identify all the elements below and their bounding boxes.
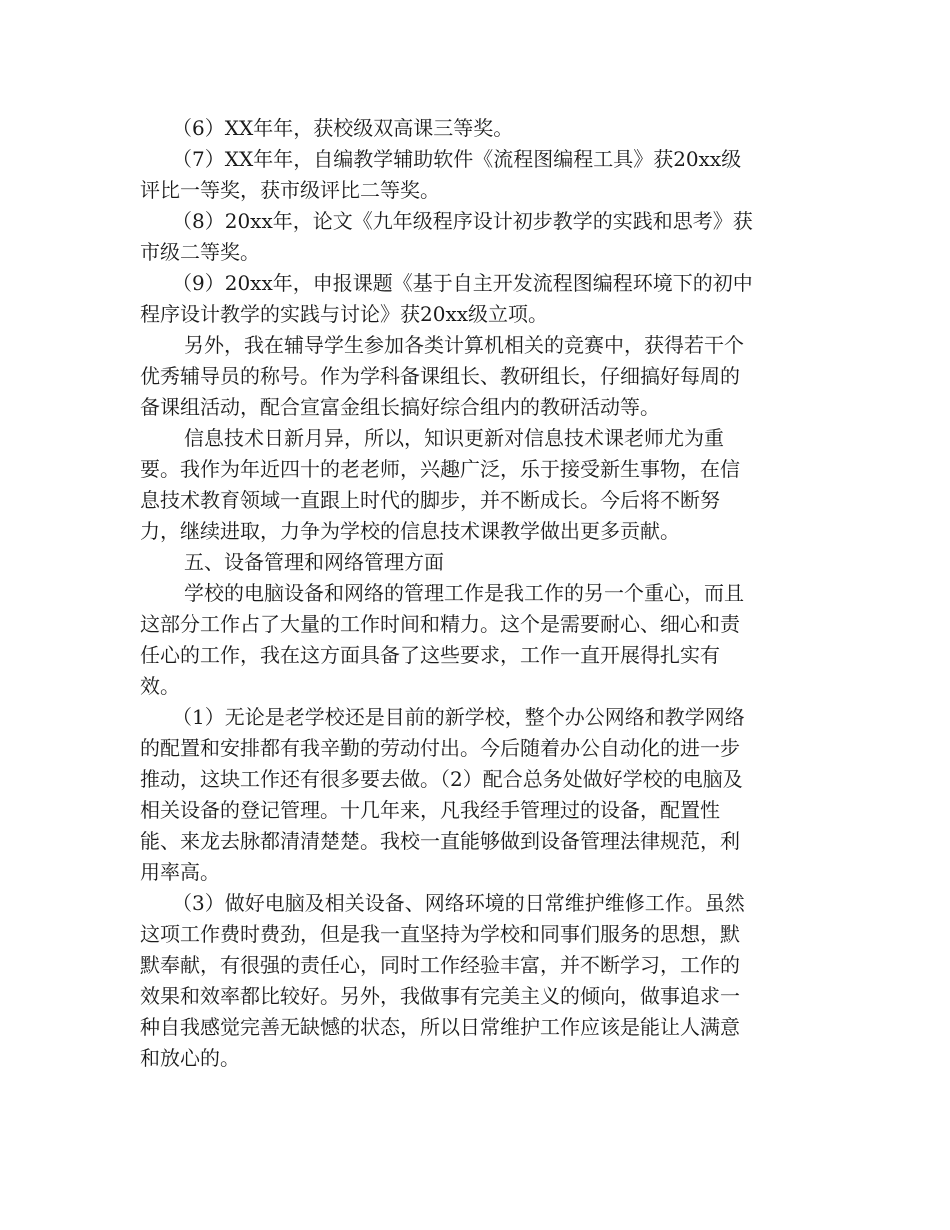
text-line: 效果和效率都比较好。另外，我做事有完美主义的倾向，做事追求一 xyxy=(140,984,740,1008)
text-line: 备课组活动，配合宣富金组长搞好综合组内的教研活动等。 xyxy=(140,395,660,419)
text-line: 市级二等奖。 xyxy=(140,240,260,264)
text-line: 程序设计教学的实践与讨论》获20xx级立项。 xyxy=(140,302,549,326)
text-line: 的配置和安排都有我辛勤的劳动付出。今后随着办公自动化的进一步 xyxy=(140,736,740,760)
text-line: 要。我作为年近四十的老老师，兴趣广泛，乐于接受新生事物，在信 xyxy=(140,457,740,481)
text-line: 用率高。 xyxy=(140,860,220,884)
text-line: 推动，这块工作还有很多要去做。（2）配合总务处做好学校的电脑及 xyxy=(140,767,743,791)
text-line: 相关设备的登记管理。十几年来，凡我经手管理过的设备，配置性 xyxy=(140,798,720,822)
text-line: 优秀辅导员的称号。作为学科备课组长、教研组长，仔细搞好每周的 xyxy=(140,364,740,388)
text-line: 和放心的。 xyxy=(140,1046,240,1070)
text-line: （6）XX年年，获校级双高课三等奖。 xyxy=(172,116,514,140)
section-heading: 五、设备管理和网络管理方面 xyxy=(184,550,444,574)
text-line: （8）20xx年，论文《九年级程序设计初步教学的实践和思考》获 xyxy=(172,209,753,233)
text-line: （9）20xx年，申报课题《基于自主开发流程图编程环境下的初中 xyxy=(172,271,753,295)
text-line: 评比一等奖，获市级评比二等奖。 xyxy=(140,178,440,202)
text-line: （7）XX年年，自编教学辅助软件《流程图编程工具》获20xx级 xyxy=(172,147,742,171)
text-line: 默奉献，有很强的责任心，同时工作经验丰富，并不断学习，工作的 xyxy=(140,953,740,977)
text-line: 这部分工作占了大量的工作时间和精力。这个是需要耐心、细心和责 xyxy=(140,612,740,636)
text-line: 力，继续进取，力争为学校的信息技术课教学做出更多贡献。 xyxy=(140,519,680,543)
text-line: 学校的电脑设备和网络的管理工作是我工作的另一个重心，而且 xyxy=(184,581,744,605)
text-line: 效。 xyxy=(140,674,180,698)
text-line: 能、来龙去脉都清清楚楚。我校一直能够做到设备管理法律规范，利 xyxy=(140,829,740,853)
text-line: 任心的工作，我在这方面具备了这些要求，工作一直开展得扎实有 xyxy=(140,643,720,667)
text-line: 信息技术日新月异，所以，知识更新对信息技术课老师尤为重 xyxy=(184,426,724,450)
text-line: 息技术教育领域一直跟上时代的脚步，并不断成长。今后将不断努 xyxy=(140,488,720,512)
text-line: 这项工作费时费劲，但是我一直坚持为学校和同事们服务的思想，默 xyxy=(140,922,740,946)
text-line: （3）做好电脑及相关设备、网络环境的日常维护维修工作。虽然 xyxy=(172,891,745,915)
text-line: （1）无论是老学校还是目前的新学校，整个办公网络和教学网络 xyxy=(172,705,745,729)
text-line: 另外，我在辅导学生参加各类计算机相关的竞赛中，获得若干个 xyxy=(184,333,744,357)
text-line: 种自我感觉完善无缺憾的状态，所以日常维护工作应该是能让人满意 xyxy=(140,1015,740,1039)
